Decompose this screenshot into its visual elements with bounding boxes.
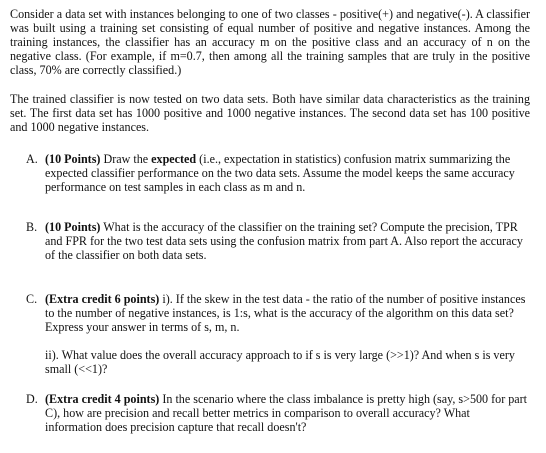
question-a-emphasis: expected — [151, 152, 197, 166]
question-d-label: D. — [26, 392, 38, 406]
question-d-points: (Extra credit 4 points) — [45, 392, 160, 406]
question-c-points: (Extra credit 6 points) — [45, 292, 160, 306]
question-c-label: C. — [26, 292, 38, 306]
question-a-text — [45, 152, 528, 194]
question-d — [26, 392, 528, 434]
question-b-points: (10 Points) — [45, 220, 101, 234]
question-d-text — [45, 392, 528, 434]
question-c-part2: ii). What value does the overall accuracy approach to if s is very large (>>1)? And when s is very small (<<1)? — [45, 348, 515, 377]
question-a-label: A. — [26, 152, 38, 166]
question-b-text — [45, 220, 528, 262]
question-b-label: B. — [26, 220, 38, 234]
question-a-points: (10 Points) — [45, 152, 101, 166]
question-a — [26, 152, 528, 194]
question-b — [26, 220, 528, 262]
question-c — [26, 292, 528, 334]
question-a-pre: Draw the — [100, 152, 152, 166]
test-data-paragraph: The trained classifier is now tested on two data sets. Both have similar data characteristics as the training set. The first data set has 1000 positive and 1000 negative instances. The second data set has 100 positive and 1000 negative instances. — [10, 92, 530, 135]
question-c-body: i). If the skew in the test data - the ratio of the number of positive instances to the number of negative instances, is 1:s, what is the accuracy of the algorithm on this data set? Express your answer in terms of s, m, n. — [45, 292, 526, 335]
question-a-post: (i.e., expectation in statistics) confusion matrix summarizing the expected classifier performance on the two data sets. Assume the model keeps the same accuracy performance on test samples in each class as m and n. — [45, 152, 515, 195]
intro-paragraph: Consider a data set with instances belonging to one of two classes - positive(+) and negative(-). A classifier was built using a training set consisting of equal number of positive and negative instances. Among the training instances, the classifier has an accuracy m on the positive class and an accuracy of n on the negative class. (For example, if m=0.7, then among all the training samples that are truly in the positive class, 70% are correctly classified.) — [10, 7, 530, 78]
question-d-body: In the scenario where the class imbalance is pretty high (say, s>500 for part C), how are precision and recall better metrics in comparison to overall accuracy? What information does precision capture that recall doesn't? — [45, 392, 528, 435]
question-b-body: What is the accuracy of the classifier on the training set? Compute the precision, TPR and FPR for the two test data sets using the confusion matrix from part A. Also report the accuracy of the classifier on both data sets. — [45, 220, 523, 263]
question-c-text — [45, 292, 528, 334]
